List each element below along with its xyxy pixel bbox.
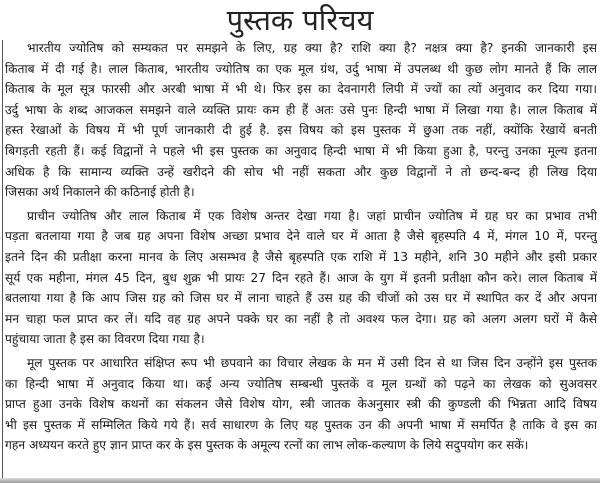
text-line: प्राचीन ज्योतिष और लाल किताब में एक विशेष अन्तर देखा गया है। जहां प्राचीन ज्योतिष में ग्रह घर का प्रभाव तभी bbox=[27, 208, 597, 223]
text-line: सूर्य एक महीना, मंगल 45 दिन, बुध शुक्र भी प्रायः 27 दिन रहते हैं। आज के युग में इतनी प्रतीक्षा कौन करे। लाल किताब में bbox=[5, 270, 597, 285]
text-line: जिसका अर्थ निकालने की कठिनाई होती है। bbox=[5, 185, 195, 200]
text-line: का हिन्दी भाषा में अनुवाद किया था। कई अन्य ज्योतिष सम्बन्धी पुस्तकें व मूल ग्रन्थों को पढ़ने का लेखक को सुअवसर bbox=[5, 376, 597, 391]
document-body bbox=[5, 38, 597, 459]
page-title: पुस्तक परिचय bbox=[226, 3, 374, 37]
scan-bottom-edge bbox=[0, 478, 600, 483]
text-line: अधिक है कि सामान्य व्यक्ति उन्हें खरीदने की सोच भी नहीं सकता और कुछ विद्वानों ने तो छन्द-बन्द ही लिख दिया bbox=[5, 164, 597, 179]
text-line: भारतीय ज्योतिष को सम्यकत पर समझने के लिए, ग्रह क्या है? राशि क्या है? नक्षत्र क्या है? इनकी जानकारी इस bbox=[27, 41, 597, 55]
text-line: उर्दु भाषा के शब्द आजकल समझने वाले व्यक्ति प्रायः कम ही हैं अतः उसे पुनः हिन्दी भाषा में लिखा गया है। लाल किताब में bbox=[5, 102, 597, 117]
scan-left-border bbox=[2, 40, 3, 480]
text-line: पड़ता बतलाया गया है जब ग्रह अपना विशेष अच्छा प्रभाव देने वाले घर में आता है जैसे बृहस्पति 4 में, मंगल 10 में, परन्तु bbox=[5, 229, 597, 244]
text-line: मूल पुस्तक पर आधारित संक्षिप्त रूप भी छपवाने का विचार लेखक के मन में उसी दिन से था जिस दिन उन्होंने इस पुस्तक bbox=[27, 355, 597, 370]
text-line: बिगड़ती रहती हैं। कई विद्वानों ने पहले भी इस पुस्तक का अनुवाद हिन्दी भाषा में भी किया हुआ है, परन्तु उनका मूल्य इतना bbox=[5, 143, 597, 158]
text-line: हस्त रेखाओं के विषय में भी पूर्ण जानकारी दी हुई है. इस विषय को इस पुस्तक में छुआ तक नहीं, क्योंकि रेखायें बनती bbox=[5, 123, 597, 138]
text-line: प्राप्त हुआ उनके विशेष कथनों का संकलन जैसे विशेष योग, स्त्री जातक केअनुसार स्त्री की कुण्डली की भिन्नता आदि विषय bbox=[5, 397, 597, 412]
paragraph bbox=[5, 38, 597, 203]
text-line: इतने दिन की प्रतीक्षा करना मानव के लिए असम्भव है जैसे बृहस्पति एक राशि में 13 महीने, शनि 30 महीने और इसी प्रकार bbox=[5, 249, 597, 264]
text-line: किताब के मूल सूत्र फारसी और अरबी भाषा में भी थे। फिर इस का देवनागरी लिपी में ज्यों का त्यों अनुवाद कर दिया गया। bbox=[5, 82, 597, 97]
text-line: पहुंचाया जाता है इस का विवरण दिया गया है। bbox=[5, 332, 205, 347]
text-line: भी इस पुस्तक में सम्मिलित किये गये हैं। सर्व साधारण के लिए यह पुस्तक उन की अपनी भाषा में समर्पित है ताकि वे इस का bbox=[5, 417, 597, 432]
paragraph bbox=[5, 206, 597, 350]
text-line: गहन अध्ययन करते हुए ज्ञान प्राप्त कर के इस पुस्तक के अमूल्य रत्नों का लाभ लोक-कल्याण के लिये सदुपयोग कर सकें। bbox=[5, 438, 529, 453]
text-line: बतलाया गया है कि आप जिस ग्रह को जिस घर में लाना चाहते हैं उस ग्रह की चीजों को उस घर में स्थापित कर दें और अपना bbox=[5, 291, 597, 306]
text-line: किताब में दी गई है। लाल किताब, भारतीय ज्योतिष का एक मूल ग्रंथ, उर्दु भाषा में उपलब्ध थी कुछ लोग मानते हैं कि लाल bbox=[5, 61, 597, 76]
paragraph bbox=[5, 353, 597, 456]
text-line: मन चाहा फल प्राप्त कर लें। यदि वह ग्रह अपने पक्के घर का नहीं है तो अवश्य फल देगा। ग्रह को अलग अलग घरों में कैसे bbox=[5, 311, 597, 326]
